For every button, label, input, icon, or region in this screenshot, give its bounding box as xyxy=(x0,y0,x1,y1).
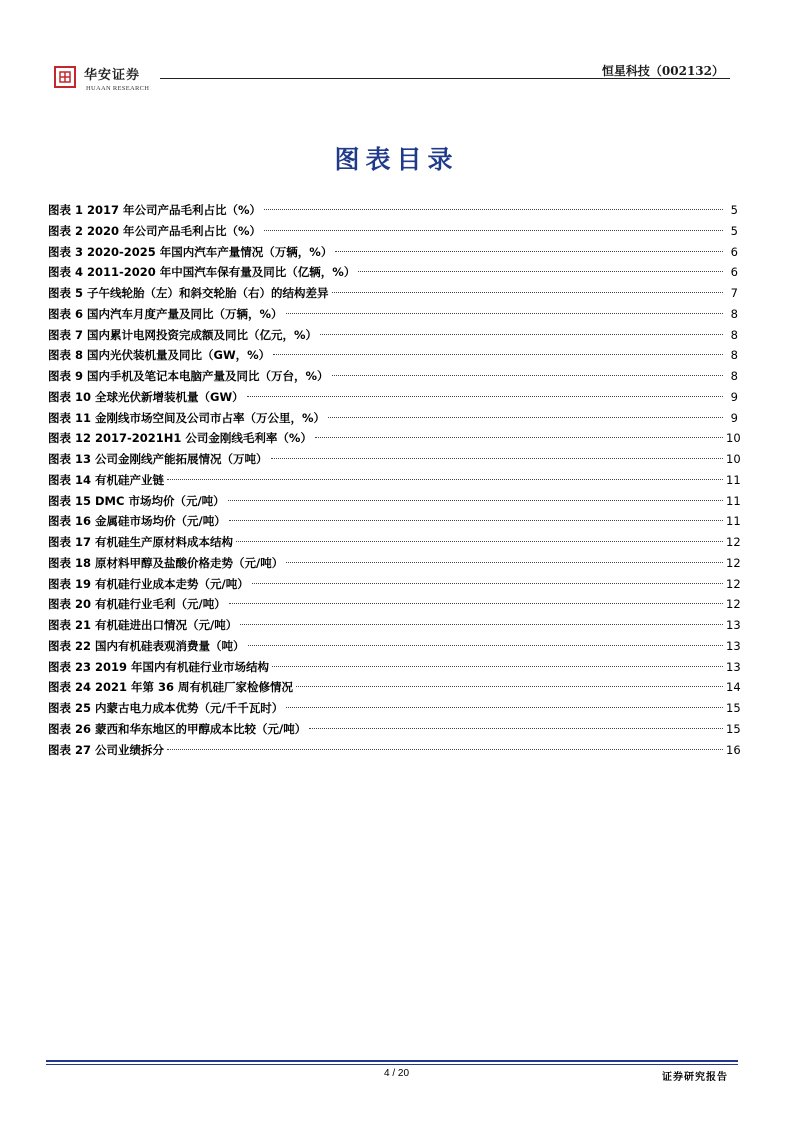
toc-entry[interactable] xyxy=(48,740,741,761)
toc-leader-dots xyxy=(264,230,723,231)
brand-name-en: HUAAN RESEARCH xyxy=(86,85,150,92)
page-title: 图表目录 xyxy=(334,145,459,174)
toc-entry-label: 图表 9 国内手机及笔记本电脑产量及同比（万台，%） xyxy=(48,369,329,383)
toc-leader-dots xyxy=(236,541,723,542)
toc-leader-dots xyxy=(309,728,723,729)
toc-entry[interactable] xyxy=(48,719,741,740)
toc-entry-page: 8 xyxy=(730,327,738,342)
toc-entry[interactable] xyxy=(48,553,741,574)
page-header xyxy=(50,60,730,100)
toc-entry[interactable] xyxy=(48,408,738,429)
toc-leader-dots xyxy=(167,479,723,480)
toc-leader-dots xyxy=(286,313,723,314)
toc-entry-label: 图表 3 2020-2025 年国内汽车产量情况（万辆，%） xyxy=(48,244,333,259)
toc-entry-page: 9 xyxy=(730,389,738,404)
company-name: 恒星科技（002132） xyxy=(601,64,724,78)
toc-leader-dots xyxy=(167,749,723,750)
toc-entry-page: 10 xyxy=(726,452,741,466)
toc-entry[interactable] xyxy=(48,698,741,719)
toc-leader-dots xyxy=(358,271,723,272)
toc-entry[interactable] xyxy=(48,221,738,242)
toc-leader-dots xyxy=(273,354,723,355)
huaan-logo-icon xyxy=(54,66,76,88)
toc-entry-page: 13 xyxy=(726,638,741,653)
toc-entry-label: 图表 11 金刚线市场空间及公司市占率（万公里，%） xyxy=(48,410,326,425)
page-number: 4 / 20 xyxy=(383,1068,410,1079)
toc-entry-page: 5 xyxy=(730,223,738,238)
toc-entry-label: 图表 23 2019 年国内有机硅行业市场结构 xyxy=(48,659,270,674)
toc-entry-label: 图表 16 金属硅市场均价（元/吨） xyxy=(48,514,226,529)
toc-entry-label: 图表 17 有机硅生产原材料成本结构 xyxy=(48,535,234,549)
toc-entry[interactable] xyxy=(48,262,738,283)
toc-entry-page: 8 xyxy=(730,306,738,321)
toc-entry-label: 图表 8 国内光伏装机量及同比（GW，%） xyxy=(48,348,271,363)
toc-leader-dots xyxy=(286,562,723,563)
toc-entry-label: 图表 13 公司金刚线产能拓展情况（万吨） xyxy=(48,452,268,466)
toc-entry-label: 图表 2 2020 年公司产品毛利占比（%） xyxy=(48,223,262,238)
toc-entry[interactable] xyxy=(48,449,741,470)
toc-entry-page: 9 xyxy=(730,410,738,425)
toc-leader-dots xyxy=(320,334,723,335)
toc-entry[interactable] xyxy=(48,242,738,263)
toc-entry-label: 图表 15 DMC 市场均价（元/吨） xyxy=(48,493,225,508)
brand-name-cn: 华安证券 xyxy=(84,68,141,83)
toc-leader-dots xyxy=(332,292,723,293)
toc-entry-label: 图表 7 国内累计电网投资完成额及同比（亿元，%） xyxy=(48,327,318,342)
footer-divider-thin xyxy=(46,1064,738,1065)
toc-entry-label: 图表 25 内蒙古电力成本优势（元/千千瓦时） xyxy=(48,701,284,715)
toc-leader-dots xyxy=(272,666,723,667)
toc-entry[interactable] xyxy=(48,657,741,678)
toc-leader-dots xyxy=(332,375,723,376)
toc-entry[interactable] xyxy=(48,366,738,387)
toc-leader-dots xyxy=(328,417,723,418)
toc-entry-label: 图表 18 原材料甲醇及盐酸价格走势（元/吨） xyxy=(48,555,284,570)
toc-entry[interactable] xyxy=(48,636,741,657)
toc-entry[interactable] xyxy=(48,200,738,221)
toc-entry-label: 图表 27 公司业绩拆分 xyxy=(48,742,165,757)
toc-leader-dots xyxy=(248,645,723,646)
toc-leader-dots xyxy=(229,520,723,521)
toc-entry-page: 15 xyxy=(726,721,741,736)
toc-entry-page: 8 xyxy=(730,369,738,383)
footer-report-tag: 证券研究报告 xyxy=(662,1072,728,1083)
toc-entry-page: 10 xyxy=(726,431,741,446)
toc-entry-label: 图表 21 有机硅进出口情况（元/吨） xyxy=(48,618,238,632)
toc-entry-label: 图表 5 子午线轮胎（左）和斜交轮胎（右）的结构差异 xyxy=(48,286,329,300)
toc-leader-dots xyxy=(264,209,723,210)
footer-divider xyxy=(46,1060,738,1062)
toc-leader-dots xyxy=(229,603,723,604)
toc-entry-label: 图表 4 2011-2020 年中国汽车保有量及同比（亿辆，%） xyxy=(48,265,356,280)
toc-entry[interactable] xyxy=(48,532,741,553)
toc-entry-page: 12 xyxy=(726,555,741,570)
toc-entry-page: 12 xyxy=(726,535,741,549)
toc-entry[interactable] xyxy=(48,325,738,346)
toc-entry-page: 5 xyxy=(730,203,738,217)
toc-entry[interactable] xyxy=(48,283,738,304)
toc-entry-label: 图表 19 有机硅行业成本走势（元/吨） xyxy=(48,576,249,591)
toc-entry-label: 图表 20 有机硅行业毛利（元/吨） xyxy=(48,597,226,612)
toc-entry-page: 11 xyxy=(726,493,741,508)
toc-entry-page: 13 xyxy=(726,659,741,674)
toc-entry-page: 13 xyxy=(726,618,741,632)
toc-leader-dots xyxy=(335,251,723,252)
toc-entry-label: 图表 22 国内有机硅表观消费量（吨） xyxy=(48,638,245,653)
toc-leader-dots xyxy=(286,707,723,708)
toc-entry-page: 14 xyxy=(726,680,741,695)
toc-entry[interactable] xyxy=(48,677,741,698)
toc-leader-dots xyxy=(296,686,723,687)
toc-entry-label: 图表 14 有机硅产业链 xyxy=(48,472,165,487)
toc-entry[interactable] xyxy=(48,387,738,408)
toc-entry-page: 16 xyxy=(726,742,741,757)
toc-entry-page: 6 xyxy=(730,265,738,280)
toc-entry-label: 图表 24 2021 年第 36 周有机硅厂家检修情况 xyxy=(48,680,294,695)
toc-entry[interactable] xyxy=(48,428,741,449)
toc-entry[interactable] xyxy=(48,345,738,366)
toc-entry-page: 8 xyxy=(730,348,738,363)
toc-entry-page: 11 xyxy=(726,472,741,487)
toc-leader-dots xyxy=(271,458,723,459)
toc-entry-page: 7 xyxy=(730,286,738,300)
toc-leader-dots xyxy=(252,583,723,584)
toc-entry-page: 12 xyxy=(726,597,741,612)
toc-entry-page: 12 xyxy=(726,576,741,591)
seal-icon xyxy=(58,70,72,84)
toc-entry[interactable] xyxy=(48,511,741,532)
toc-entry[interactable] xyxy=(48,304,738,325)
toc-entry[interactable] xyxy=(48,470,741,491)
table-of-figures xyxy=(48,200,741,760)
toc-leader-dots xyxy=(315,437,723,438)
toc-entry-label: 图表 26 蒙西和华东地区的甲醇成本比较（元/吨） xyxy=(48,721,307,736)
toc-entry[interactable] xyxy=(48,615,741,636)
toc-leader-dots xyxy=(240,624,723,625)
toc-entry-label: 图表 1 2017 年公司产品毛利占比（%） xyxy=(48,203,262,217)
toc-leader-dots xyxy=(228,500,723,501)
toc-entry[interactable] xyxy=(48,574,741,595)
toc-entry[interactable] xyxy=(48,594,741,615)
toc-entry-page: 15 xyxy=(726,701,741,715)
toc-entry-page: 11 xyxy=(726,514,741,529)
toc-entry-label: 图表 12 2017-2021H1 公司金刚线毛利率（%） xyxy=(48,431,312,446)
toc-entry-label: 图表 10 全球光伏新增装机量（GW） xyxy=(48,389,244,404)
toc-entry-page: 6 xyxy=(730,244,738,259)
toc-entry-label: 图表 6 国内汽车月度产量及同比（万辆，%） xyxy=(48,306,283,321)
toc-entry[interactable] xyxy=(48,491,741,512)
toc-leader-dots xyxy=(247,396,723,397)
